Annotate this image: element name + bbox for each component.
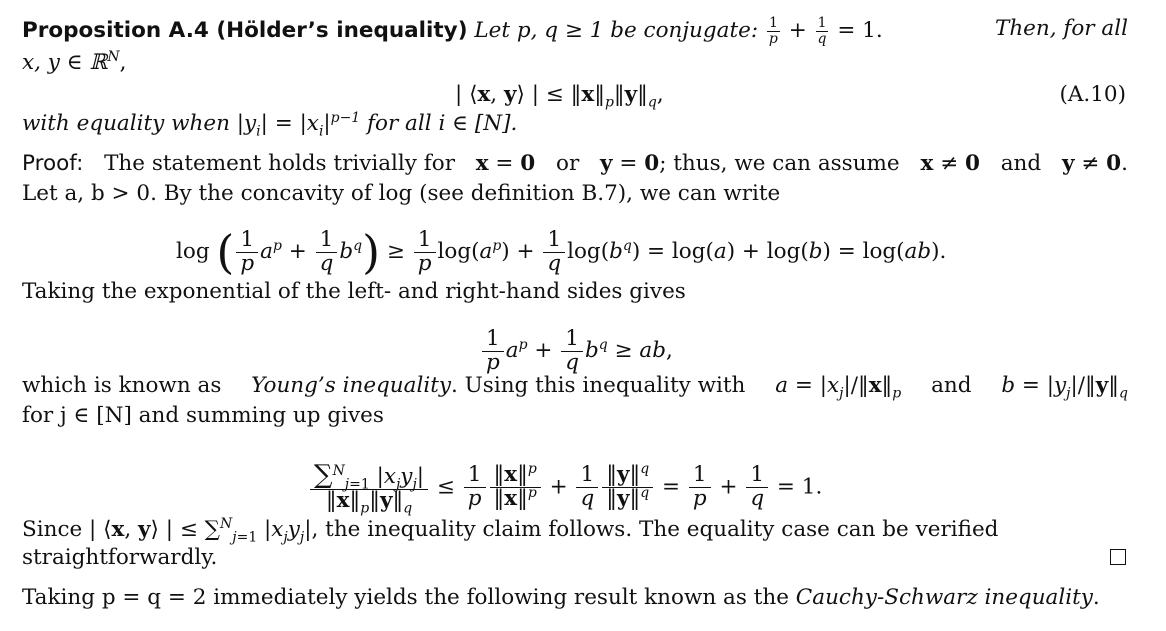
proposition-line-1: Proposition A.4 (Hölder’s inequality) Let p, q ≥ 1 be conjugate: $\frac{1}{p}$ + $\frac{1}{q}$ = 1. Then, for all xyxy=(22,15,1128,47)
summation-equation: $\frac{\sum^N_{j=1} |x_jy_j|}{‖x‖_p‖y‖_q}$ ≤ $\frac{1}{p}$ $\frac{‖x‖^p}{‖x‖^p}$ + $\frac{1}{q}$ $\frac{‖y‖^q}{‖y‖^q}$ = $\frac{1}{p}$ + $\frac{1}{q}$ = 1. xyxy=(308,462,822,513)
proposition-label: Proposition A.4 (Hölder’s inequality) xyxy=(22,18,468,44)
young-inequality-equation: $\frac{1}{p}$ $a^p$ + $\frac{1}{q}$ $b^q$ ≥ ab, xyxy=(480,328,673,374)
then-for-all-text: Then, for all xyxy=(994,16,1128,41)
proof-line-5: for j ∈ [N] and summing up gives xyxy=(22,403,384,428)
young-inequality-term: Young’s inequality xyxy=(251,373,452,398)
fraction-one-over-q: $\frac{1}{q}$ xyxy=(817,15,827,47)
fraction-one-over-p: $\frac{1}{p}$ xyxy=(768,15,778,47)
closing-text-b: . xyxy=(1092,585,1100,610)
equality-condition-line: with equality when $|y_i| = |x_i|^{p-1}$ for all i ∈ [N]. xyxy=(22,109,518,140)
proof-line-6: Since | ⟨x, y⟩ | ≤ ∑$^N_{j=1}$ $|x_jy_j|$, the inequality claim follows. The equality case can be verified xyxy=(22,515,999,546)
proof-label: Proof: xyxy=(22,151,84,176)
equality-text-4: for all i ∈ [N]. xyxy=(360,111,518,136)
proof-line-1: Proof: The statement holds trivially for x = 0 or y = 0; thus, we can assume x ≠ 0 and y ≠ 0. xyxy=(22,151,1128,176)
equality-text-2: | = |x xyxy=(260,111,319,136)
proof-line-4-a: which is known as xyxy=(22,373,222,398)
domain-statement: x, y ∈ ℝ xyxy=(22,50,108,75)
qed-box-icon xyxy=(1110,549,1126,565)
proposition-line-2 xyxy=(22,50,1128,76)
proposition-intro: Let p, q ≥ 1 be conjugate: xyxy=(474,18,759,44)
equation-number: (A.10) xyxy=(1059,82,1126,107)
proof-line-1-d: and xyxy=(1000,151,1042,176)
proof-line-6-b: , the inequality claim follows. The equality case can be verified xyxy=(311,517,999,542)
proof-line-4: which is known as Young’s inequality. Using this inequality with $a = |x_j|/‖x‖_p$ and $b = |y_j|/‖y‖_q$ xyxy=(22,373,1128,402)
holder-inequality-equation: | ⟨x, y⟩ | ≤ $‖x‖_p‖y‖_q$, xyxy=(455,82,664,111)
cauchy-schwarz-term: Cauchy-Schwarz inequality xyxy=(795,585,1093,610)
equality-text-3: | xyxy=(323,111,331,136)
domain-tail: , xyxy=(119,50,127,75)
equality-text-1: with equality when |y xyxy=(22,111,257,136)
proof-line-4-c: and xyxy=(931,373,972,398)
closing-line xyxy=(22,585,1128,611)
proof-line-1-a: The statement holds trivially for xyxy=(104,151,455,176)
conjugate-equation-tail: = 1. xyxy=(837,18,883,44)
proof-line-7: straightforwardly. xyxy=(22,545,218,570)
equality-exponent: p−1 xyxy=(330,109,361,126)
proof-line-6-a: Since xyxy=(22,517,83,542)
proof-line-4-b: . Using this inequality with xyxy=(451,373,746,398)
proof-line-1-c: ; thus, we can assume xyxy=(659,151,900,176)
log-concavity-equation: log ( $\frac{1}{p}$ $a^p$ + $\frac{1}{q}$ $b^q$) ≥ $\frac{1}{p}$ $\log(a^p)$ + $\frac{1}{q}$ $\log(b^q) = \log(a) + \log(b) = \log(ab)$. xyxy=(176,225,947,280)
proof-line-3: Taking the exponential of the left- and right-hand sides gives xyxy=(22,279,686,304)
closing-text-a: Taking p = q = 2 immediately yields the following result known as the xyxy=(22,585,789,610)
proof-line-1-b: or xyxy=(556,151,580,176)
domain-exponent: N xyxy=(107,48,120,65)
proof-line-2: Let a, b > 0. By the concavity of log (see definition B.7), we can write xyxy=(22,181,781,206)
